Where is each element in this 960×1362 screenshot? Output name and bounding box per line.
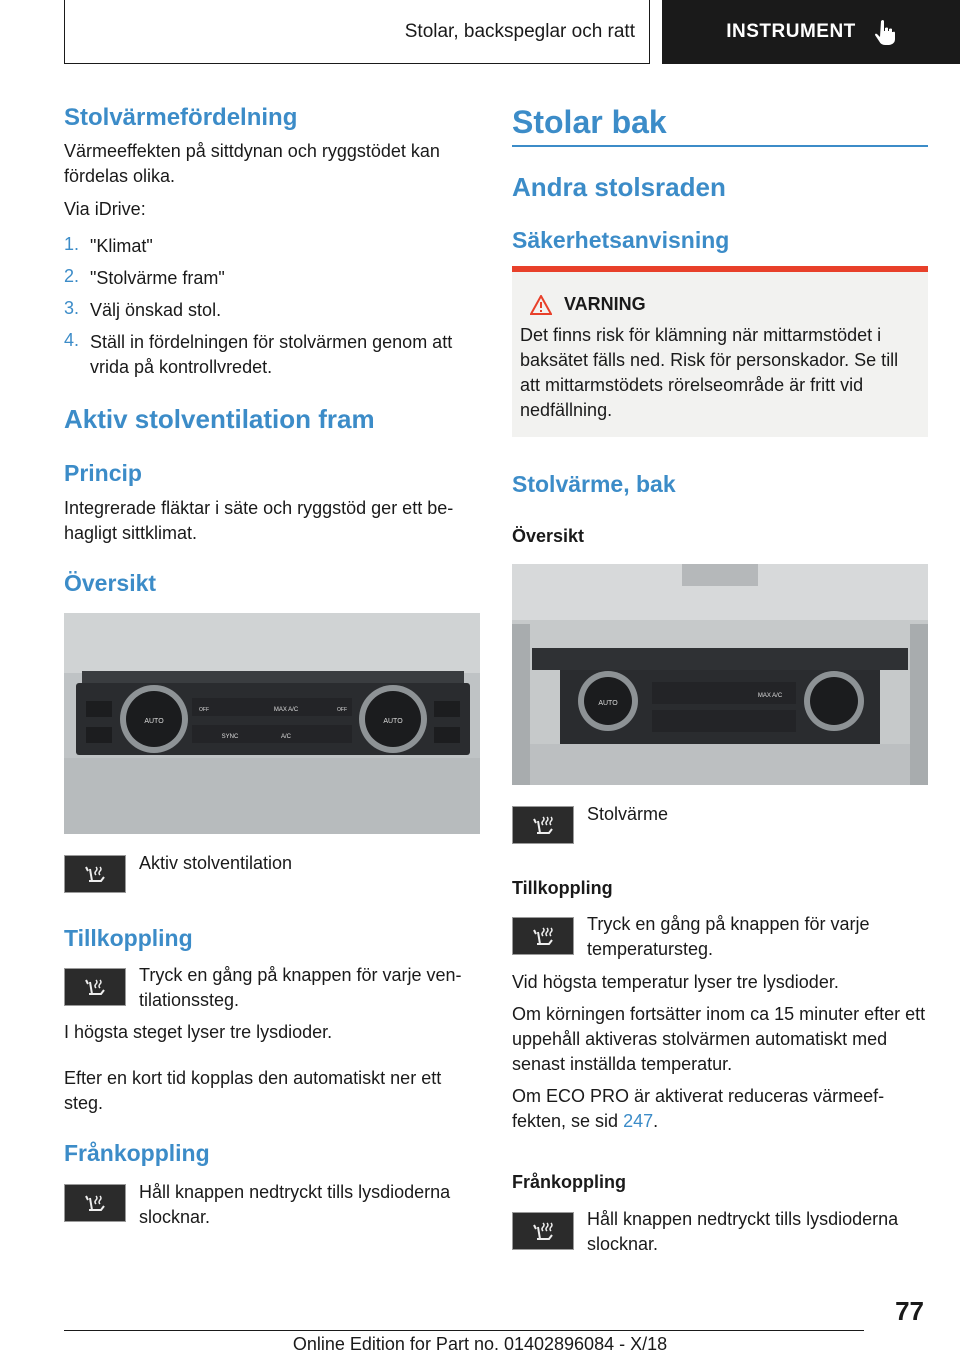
heading-switch-off: Frånkoppling <box>64 1140 210 1166</box>
photo-label: SYNC <box>221 734 239 740</box>
photo-label: MAX A/C <box>273 707 299 713</box>
seat-heating-button <box>512 1212 574 1250</box>
section-title: INSTRUMENT <box>726 21 856 42</box>
page-number: 77 <box>895 1296 924 1326</box>
paragraph-switch-on-rear-icon: Tryck en gång på knappen för varje temperatursteg. <box>587 914 870 959</box>
section-tab[interactable] <box>662 0 960 64</box>
chapter-title: Stolar, backspeglar och ratt <box>404 20 635 42</box>
paragraph-switch-on-rear-2: Om körningen fortsätter inom ca 15 minuter efter ett uppehåll aktiveras stolvärmen automatiskt med senast inställda temperatur. <box>512 1004 926 1074</box>
paragraph-switch-off-icon: Håll knappen nedtryckt tills lysdioderna slocknar. <box>139 1182 451 1227</box>
photo-label: AUTO <box>383 718 403 725</box>
heading-overview-rear: Översikt <box>512 526 585 546</box>
seat-ventilation-button <box>64 1184 126 1222</box>
heading-overview: Översikt <box>64 570 157 596</box>
photo-label: OFF <box>337 707 347 713</box>
icon-caption: Aktiv stolventilation <box>139 853 293 873</box>
list-number: 3. <box>64 298 80 318</box>
heading-switch-off-rear: Frånkoppling <box>512 1172 626 1192</box>
paragraph-switch-on-1: I högsta steget lyser tre lysdioder. <box>64 1022 333 1042</box>
heading-principle: Princip <box>64 460 142 486</box>
warning-title: VARNING <box>564 294 646 314</box>
list-text: Ställ in fördelningen för stolvärmen genom att vrida på kontrollvredet. <box>90 332 453 377</box>
photo-label: MAX A/C <box>757 693 783 699</box>
seat-ventilation-button <box>64 968 126 1006</box>
page-link-247[interactable]: 247 <box>623 1111 654 1131</box>
warning-text: Det finns risk för klämning när mittarmstödet i baksätet fälls ned. Risk för personskador. Se till att mittarmstödets rörelseområde är fritt vid nedfällning. <box>520 325 899 420</box>
paragraph-switch-on-rear-1: Vid högsta temperatur lyser tre lysdioder. <box>512 972 839 992</box>
list-number: 4. <box>64 330 80 350</box>
footer-edition: Online Edition for Part no. 01402896084 - X/18 <box>292 1334 668 1354</box>
paragraph-switch-off-rear-icon: Håll knappen nedtryckt tills lysdioderna slocknar. <box>587 1209 899 1254</box>
seat-heating-icon <box>528 810 558 840</box>
seat-heating-button <box>512 917 574 955</box>
photo-label: OFF <box>199 707 209 713</box>
list-text: "Stolvärme fram" <box>90 268 225 288</box>
heading-switch-on: Tillkoppling <box>64 925 193 951</box>
eco-pro-text: Om ECO PRO är aktiverat reduceras värmeeffekten, se sid <box>512 1086 885 1131</box>
front-climate-panel-photo <box>64 613 480 834</box>
heading-active-ventilation: Aktiv stolventilation fram <box>64 404 375 434</box>
seat-heating-icon <box>528 921 558 951</box>
seat-ventilation-icon <box>80 972 110 1002</box>
paragraph-switch-on-2: Efter en kort tid kopplas den automatiskt ner ett steg. <box>64 1068 442 1113</box>
heading-switch-on-rear: Tillkoppling <box>512 878 613 898</box>
eco-pro-end: . <box>653 1111 659 1131</box>
paragraph-distribution: Värmeeffekten på sittdynan och ryggstödet kan fördelas olika. <box>64 141 440 186</box>
right-rear-temperature-knob <box>804 671 864 731</box>
seat-ventilation-icon <box>80 859 110 889</box>
seat-heating-button <box>512 806 574 844</box>
steps-list <box>64 234 484 384</box>
list-text: Välj önskad stol. <box>90 300 222 320</box>
photo-label: AUTO <box>598 700 618 707</box>
heading-rear-seat-heating: Stolvärme, bak <box>512 471 676 497</box>
paragraph-eco-pro <box>512 1084 928 1134</box>
paragraph-switch-on-icon: Tryck en gång på knappen för varje ventilationssteg. <box>139 965 462 1010</box>
heading-second-row: Andra stolsraden <box>512 172 726 202</box>
paragraph-principle: Integrerade fläktar i säte och ryggstöd ger ett behagligt sittklimat. <box>64 498 454 543</box>
chapter-header <box>64 0 650 64</box>
seat-ventilation-button <box>64 855 126 893</box>
list-number: 1. <box>64 234 80 254</box>
photo-label: AUTO <box>144 718 164 725</box>
photo-label: A/C <box>280 734 292 740</box>
list-text: "Klimat" <box>90 236 153 256</box>
seat-ventilation-icon <box>80 1188 110 1218</box>
heading-safety-notice: Säkerhetsanvisning <box>512 227 730 253</box>
list-number: 2. <box>64 266 80 286</box>
pointing-hand-icon <box>874 19 896 45</box>
icon-caption-rear: Stolvärme <box>587 804 669 824</box>
rear-climate-panel-photo <box>512 564 928 785</box>
footer-divider <box>64 1330 864 1331</box>
warning-triangle-icon <box>530 295 552 315</box>
paragraph-via-idrive: Via iDrive: <box>64 199 146 219</box>
seat-heating-icon <box>528 1216 558 1246</box>
heading-seat-heat-distribution: Stolvärmefördelning <box>64 104 298 131</box>
heading-rear-seats: Stolar bak <box>512 104 667 140</box>
warning-box <box>512 266 928 437</box>
warning-title-row <box>520 294 920 315</box>
heading-underline <box>512 145 928 147</box>
